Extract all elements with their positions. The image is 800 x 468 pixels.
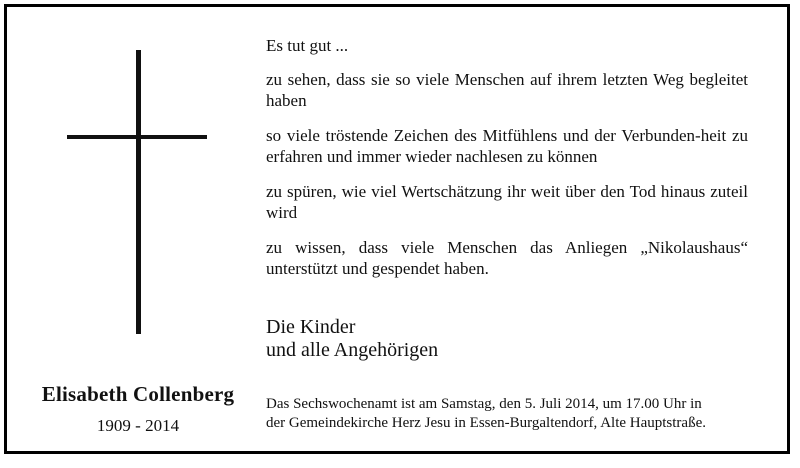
signature-line: Die Kinder <box>266 316 356 338</box>
service-note-line: der Gemeindekirche Herz Jesu in Essen-Burgaltendorf, Alte Hauptstraße. <box>266 415 706 431</box>
life-years: 1909 - 2014 <box>96 416 180 435</box>
message-block <box>266 35 748 293</box>
message-paragraph: zu sehen, dass sie so viele Menschen auf ihrem letzten Weg begleitet haben <box>266 70 748 110</box>
service-note-line: Das Sechswochenamt ist am Samstag, den 5. Juli 2014, um 17.00 Uhr in <box>266 396 702 412</box>
message-paragraph: zu spüren, wie viel Wertschätzung ihr weit über den Tod hinaus zuteil wird <box>266 182 748 222</box>
cross-vertical-beam <box>136 50 141 334</box>
obituary-notice <box>4 4 790 454</box>
message-paragraph: so viele tröstende Zeichen des Mitfühlens und der Verbunden-heit zu erfahren und immer wieder nachlesen zu können <box>266 126 748 166</box>
signature-line: und alle Angehörigen <box>266 339 439 361</box>
signature-block <box>266 316 746 362</box>
deceased-name: Elisabeth Collenberg <box>41 382 235 406</box>
cross-horizontal-beam <box>67 135 207 139</box>
message-intro: Es tut gut ... <box>266 36 349 55</box>
service-note <box>266 395 750 433</box>
message-paragraph: zu wissen, dass viele Menschen das Anliegen „Nikolaushaus“ unterstützt und gespendet haben. <box>266 238 748 278</box>
